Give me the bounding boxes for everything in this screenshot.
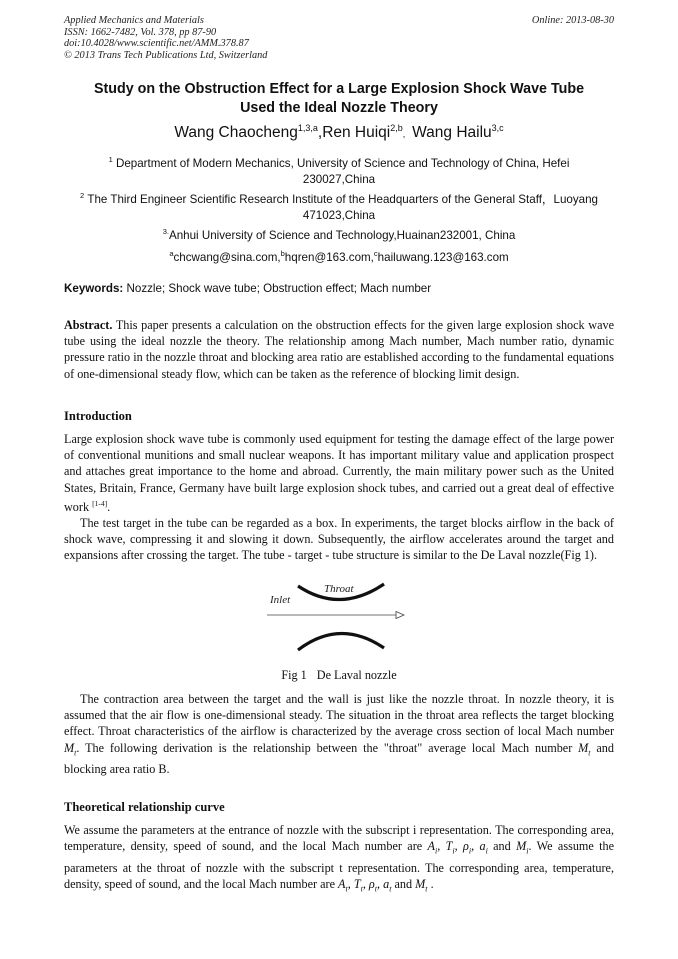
keywords (64, 282, 431, 295)
math-subscript: i (452, 846, 455, 856)
affil-sup: 3. (162, 227, 169, 236)
math-subscript: t (374, 884, 378, 894)
nozzle-diagram (262, 576, 412, 656)
figure-number: Fig 1 (281, 668, 307, 682)
affiliation-2 (72, 188, 606, 224)
intro-p1-end: . (107, 499, 111, 514)
math-symbols-inlet: $A_i$, $T_i$, $\rho_i$, $a_i$ and $M_i$ (427, 839, 529, 856)
author-sep: , (317, 124, 323, 142)
math-subscript: i (434, 846, 438, 856)
theory-body (64, 822, 614, 898)
figure-de-laval-nozzle (262, 576, 412, 656)
keywords-text: Nozzle; Shock wave tube; Obstruction effect; Mach number (126, 282, 432, 295)
intro-paragraph-1 (64, 431, 614, 515)
body-paragraph (64, 691, 614, 777)
section-heading-introduction: Introduction (64, 409, 132, 423)
author-sep: , (402, 129, 408, 140)
math-symbols-throat: $A_t$, $T_t$, $\rho_t$, $a_t$ and $M_t$ (338, 877, 428, 894)
abstract (64, 317, 614, 382)
journal-name: Applied Mechanics and Materials (64, 15, 204, 26)
math-subscript: t (345, 884, 348, 894)
intro-paragraph-2: The test target in the tube can be regarded as a box. In experiments, the target blocks airflow in the back of shock wave, compressing it and slowing it down. Subsequently, the airflow accelerates around the target and expansions after crossing the target. The tube - target - tube structure is similar to the De Laval nozzle(Fig 1). (64, 516, 614, 563)
author-list (40, 123, 638, 142)
online-date: Online: 2013-08-30 (531, 15, 614, 26)
math-subscript: i (468, 846, 472, 856)
throat-p-text-3: and blocking area ratio B. (64, 740, 614, 777)
math-subscript: i (485, 846, 488, 856)
author-affil-sup: 3,c (491, 123, 504, 133)
flow-arrow-icon (396, 612, 404, 619)
throat-label: Throat (324, 583, 354, 595)
copyright-line: © 2013 Trans Tech Publications Ltd, Switzerland (64, 49, 268, 61)
math-symbol: M (64, 740, 75, 755)
title-line-1: Study on the Obstruction Effect for a Large Explosion Shock Wave Tube (93, 81, 585, 97)
theory-p-end: . (430, 877, 434, 892)
abstract-text: This paper presents a calculation on the obstruction effects for the given large explosion shock wave tube using the ideal nozzle the theory. The relationship among Mach number, Mach number ratio, dynamic pressure ratio in the nozzle throat and blocking area ratio are established according to the fundamental equations of one-dimensional steady flow, which can be taken as the reference of blocking limit design. (64, 318, 614, 381)
introduction-body (64, 431, 614, 564)
email-address: hailuwang.123@163.com (377, 250, 509, 264)
author-affil-sup: 2,b (390, 123, 403, 133)
author-name: Wang Chaocheng (174, 124, 298, 142)
throat-paragraph (64, 691, 614, 777)
math-subscript: t (389, 884, 392, 894)
citation-ref: [1-4] (92, 498, 108, 508)
throat-p-text-2: . The following derivation is the relationship between the "throat" average local Mach number (76, 740, 573, 755)
author-name: Ren Huiqi (322, 124, 391, 142)
affil-sup: 2 (79, 191, 85, 200)
doi-line: doi:10.4028/www.scientific.net/AMM.378.87 (64, 38, 249, 49)
figure-caption (40, 668, 638, 683)
math-subscript: t (74, 748, 77, 758)
issn-line: ISSN: 1662-7482, Vol. 378, pp 87-90 (64, 26, 217, 38)
journal-header (64, 15, 267, 61)
keywords-label: Keywords: (64, 282, 124, 295)
intro-p1-text: Large explosion shock wave tube is commonly used equipment for testing the damage effect of the large power of conventional munitions and small nuclear weapons. It has important military value and application prospect and attaches great importance to the home and abroad. Currently, the main military power such as the United States, Britain, France, Germany have built large explosion shock tubes, and carried out a great deal of effective work (64, 432, 614, 514)
throat-p-text: The contraction area between the target and the wall is just like the nozzle throat. In nozzle theory, it is assumed that the air flow is one-dimensional steady. The situation in the throat area reflects the target blocking effect. Throat characteristics of the airflow is characterized by the average cross section of local Mach number (64, 692, 614, 739)
theory-p-text-2: . We assume the parameters at the throat of nozzle with the subscript t representation. The corresponding area, temperature, density, speed of sound, and the local Mach number are (64, 839, 615, 892)
theory-paragraph (64, 822, 614, 898)
email-line (72, 246, 606, 266)
email-sup: b (280, 249, 285, 258)
email-sup: a (169, 249, 174, 258)
math-subscript: t (425, 884, 428, 894)
math-subscript: i (526, 846, 529, 856)
email-address: hqren@163.com, (284, 250, 374, 264)
abstract-label: Abstract. (64, 318, 113, 332)
affil-text: The Third Engineer Scientific Research Institute of the Headquarters of the General Staff，Luoyang 471023,China (87, 192, 599, 222)
math-subscript: t (360, 884, 363, 894)
affiliation-1 (72, 152, 606, 188)
inlet-label: Inlet (270, 594, 291, 606)
math-subscript: t (588, 748, 591, 758)
figure-caption-text: De Laval nozzle (316, 668, 397, 682)
math-symbol: M (578, 740, 589, 755)
affil-text: Department of Modern Mechanics, University of Science and Technology of China, Hefei 230027,China (115, 156, 570, 186)
title-line-2: Used the Ideal Nozzle Theory (240, 100, 438, 116)
nozzle-lower-wall (298, 633, 384, 650)
theory-p-text: We assume the parameters at the entrance of nozzle with the subscript i representation. The corresponding area, temperature, density, speed of sound, and the local Mach number are (64, 823, 614, 854)
affil-text: Anhui University of Science and Technology,Huainan232001, China (168, 228, 516, 242)
section-heading-theory: Theoretical relationship curve (64, 800, 225, 814)
affiliation-3 (72, 224, 606, 244)
author-name: Wang Hailu (412, 124, 492, 142)
email-address: chcwang@sina.com, (173, 250, 281, 264)
email-sup: c (373, 249, 378, 258)
author-affil-sup: 1,3,a (297, 123, 318, 133)
affil-sup: 1 (108, 155, 113, 164)
paper-title (40, 80, 638, 118)
